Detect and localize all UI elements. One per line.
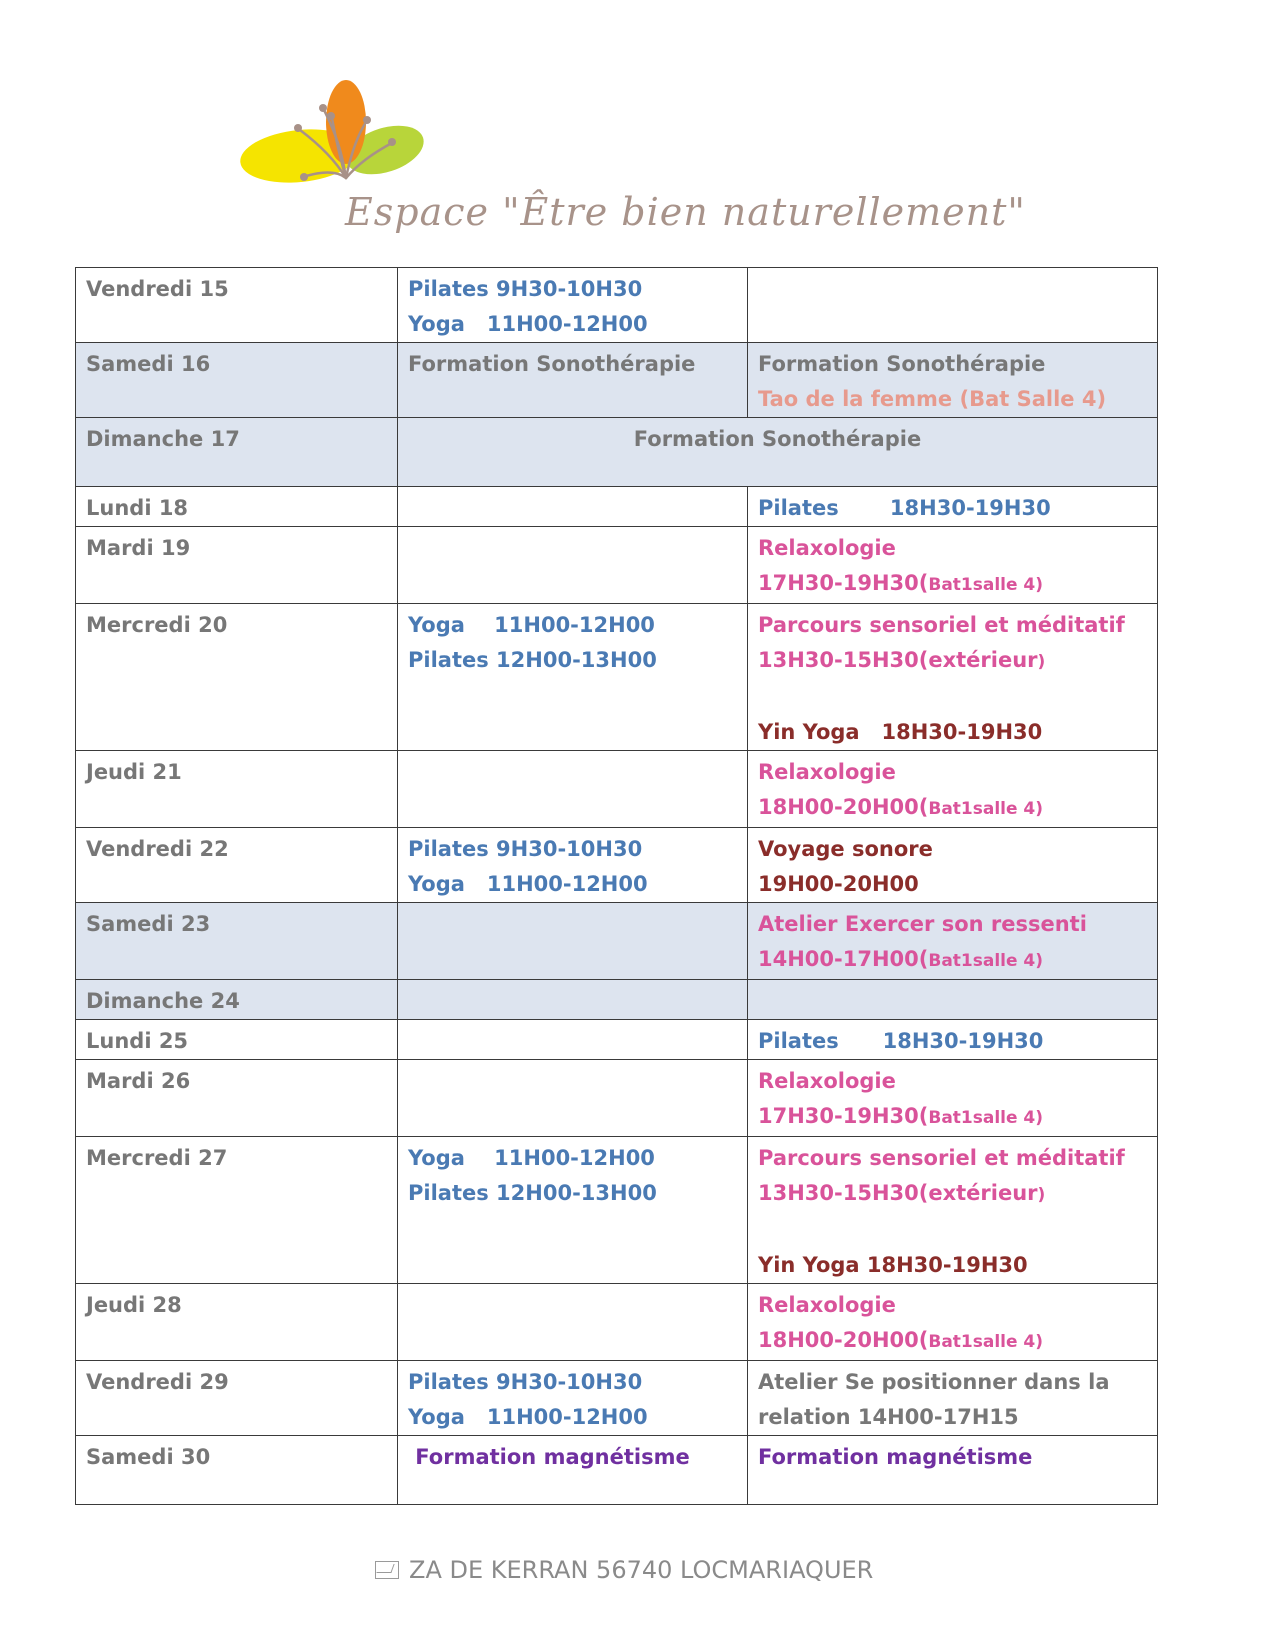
morning-activity-cell — [398, 1060, 748, 1137]
day-label: Mercredi 27 — [86, 1146, 228, 1170]
activity-location: Bat1salle 4) — [928, 575, 1044, 595]
activity-text: Yin Yoga 18H30-19H30 — [758, 720, 1043, 744]
activity-text: Yin Yoga 18H30-19H30 — [758, 1253, 1028, 1277]
activity-text: Voyage sonore — [758, 837, 933, 861]
activity-text: Formation Sonothérapie — [758, 352, 1046, 376]
merged-activity-cell — [398, 418, 1158, 487]
morning-activity-cell — [398, 1137, 748, 1284]
activity-location: Bat1salle 4) — [928, 1108, 1044, 1128]
activity-line — [408, 347, 737, 382]
activity-text: 13H30-15H30(extérieur — [758, 648, 1038, 672]
activity-line — [758, 832, 1147, 867]
activity-text: 19H00-20H00 — [758, 872, 919, 896]
afternoon-activity-cell — [748, 343, 1158, 418]
activity-text: Parcours sensoriel et méditatif — [758, 1146, 1125, 1170]
day-cell — [76, 903, 398, 980]
activity-text: Atelier Exercer son ressenti — [758, 912, 1087, 936]
activity-line — [408, 1176, 737, 1211]
table-row — [76, 1020, 1158, 1060]
morning-activity-cell — [398, 1361, 748, 1436]
day-cell — [76, 828, 398, 903]
activity-line — [758, 1365, 1147, 1400]
day-label: Dimanche 17 — [86, 427, 240, 451]
activity-text: Yoga 11H00-12H00 — [408, 312, 648, 336]
table-row — [76, 1436, 1158, 1505]
activity-text: Formation Sonothérapie — [408, 352, 696, 376]
morning-activity-cell — [398, 751, 748, 828]
activity-text: 17H30-19H30( — [758, 1104, 929, 1128]
table-row — [76, 604, 1158, 751]
activity-text: Yoga 11H00-12H00 — [408, 613, 655, 637]
activity-location: Bat1salle 4) — [928, 799, 1044, 819]
activity-line — [758, 790, 1147, 827]
activity-line — [758, 1099, 1147, 1136]
morning-activity-cell — [398, 1284, 748, 1361]
day-cell — [76, 1436, 398, 1505]
activity-location: Bat1salle 4) — [928, 1332, 1044, 1352]
activity-line — [758, 643, 1147, 680]
activity-line — [758, 1024, 1147, 1059]
table-row — [76, 1361, 1158, 1436]
activity-text: Yoga 11H00-12H00 — [408, 872, 648, 896]
activity-text: Yoga 11H00-12H00 — [408, 1146, 655, 1170]
activity-line — [758, 382, 1147, 417]
afternoon-activity-cell — [748, 1137, 1158, 1284]
table-row — [76, 1137, 1158, 1284]
activity-line — [758, 1288, 1147, 1323]
activity-line — [758, 907, 1147, 942]
afternoon-activity-cell — [748, 1361, 1158, 1436]
activity-text: 14H00-17H00( — [758, 947, 929, 971]
day-cell — [76, 751, 398, 828]
day-cell — [76, 268, 398, 343]
activity-line — [758, 347, 1147, 382]
activity-line — [408, 832, 737, 867]
activity-line — [758, 680, 1147, 715]
day-cell — [76, 1060, 398, 1137]
day-cell — [76, 418, 398, 487]
activity-line — [758, 1323, 1147, 1360]
activity-location: Bat1salle 4) — [928, 951, 1044, 971]
activity-text: 13H30-15H30(extérieur — [758, 1181, 1038, 1205]
activity-location: ) — [1037, 1185, 1046, 1205]
day-label: Mercredi 20 — [86, 613, 228, 637]
activity-text: Pilates 12H00-13H00 — [408, 1181, 657, 1205]
day-label: Vendredi 15 — [86, 277, 229, 301]
activity-text: Pilates 18H30-19H30 — [758, 1029, 1044, 1053]
day-cell — [76, 527, 398, 604]
activity-line — [758, 1064, 1147, 1099]
activity-line — [408, 608, 737, 643]
envelope-icon — [375, 1561, 399, 1579]
day-label: Vendredi 22 — [86, 837, 229, 861]
activity-line — [408, 422, 1147, 457]
activity-text: Parcours sensoriel et méditatif — [758, 613, 1125, 637]
day-label: Samedi 23 — [86, 912, 211, 936]
day-cell — [76, 604, 398, 751]
activity-line — [758, 1440, 1147, 1475]
activity-text: Relaxologie — [758, 1069, 896, 1093]
flower-petals-logo — [240, 80, 440, 200]
morning-activity-cell — [398, 1436, 748, 1505]
day-label: Samedi 16 — [86, 352, 211, 376]
activity-line — [758, 608, 1147, 643]
morning-activity-cell — [398, 604, 748, 751]
table-row — [76, 751, 1158, 828]
table-row — [76, 268, 1158, 343]
activity-line — [408, 1141, 737, 1176]
activity-line — [408, 643, 737, 678]
afternoon-activity-cell — [748, 828, 1158, 903]
activity-line — [408, 272, 737, 307]
day-label: Samedi 30 — [86, 1445, 211, 1469]
activity-line — [408, 867, 737, 902]
day-label: Jeudi 21 — [86, 760, 182, 784]
address-text: ZA DE KERRAN 56740 LOCMARIAQUER — [409, 1556, 874, 1584]
day-cell — [76, 1284, 398, 1361]
activity-text: 18H00-20H00( — [758, 795, 929, 819]
table-row — [76, 980, 1158, 1020]
activity-line — [408, 1400, 737, 1435]
activity-line — [758, 1213, 1147, 1248]
table-row — [76, 418, 1158, 487]
afternoon-activity-cell — [748, 1060, 1158, 1137]
afternoon-activity-cell — [748, 604, 1158, 751]
activity-line — [758, 1248, 1147, 1283]
activity-text: Yoga 11H00-12H00 — [408, 1405, 648, 1429]
activity-line — [758, 566, 1147, 603]
day-cell — [76, 1020, 398, 1060]
activity-text: Relaxologie — [758, 760, 896, 784]
morning-activity-cell — [398, 1020, 748, 1060]
activity-text: Pilates 9H30-10H30 — [408, 837, 643, 861]
table-row — [76, 1284, 1158, 1361]
afternoon-activity-cell — [748, 903, 1158, 980]
footer-address — [375, 1556, 915, 1584]
schedule-table — [75, 267, 1158, 1505]
afternoon-activity-cell — [748, 1436, 1158, 1505]
day-cell — [76, 487, 398, 527]
table-row — [76, 828, 1158, 903]
activity-line — [758, 715, 1147, 750]
activity-text: Pilates 12H00-13H00 — [408, 648, 657, 672]
activity-line — [758, 942, 1147, 979]
day-label: Lundi 25 — [86, 1029, 189, 1053]
activity-line — [758, 531, 1147, 566]
day-cell — [76, 343, 398, 418]
morning-activity-cell — [398, 828, 748, 903]
afternoon-activity-cell — [748, 1284, 1158, 1361]
activity-text: 18H00-20H00( — [758, 1328, 929, 1352]
activity-text: Relaxologie — [758, 536, 896, 560]
activity-text: Formation magnétisme — [758, 1445, 1033, 1469]
morning-activity-cell — [398, 903, 748, 980]
activity-line — [408, 1440, 737, 1475]
activity-line — [408, 1365, 737, 1400]
activity-line — [758, 867, 1147, 902]
day-label: Lundi 18 — [86, 496, 189, 520]
activity-text: Tao de la femme (Bat Salle 4) — [758, 387, 1107, 411]
activity-text: Atelier Se positionner dans la — [758, 1370, 1110, 1394]
day-label: Dimanche 24 — [86, 989, 240, 1013]
day-cell — [76, 1361, 398, 1436]
activity-text: Pilates 9H30-10H30 — [408, 1370, 643, 1394]
afternoon-activity-cell — [748, 1020, 1158, 1060]
activity-text: Formation magnétisme — [408, 1445, 690, 1469]
activity-line — [758, 1176, 1147, 1213]
brand-title: Espace "Être bien naturellement" — [345, 190, 1026, 234]
activity-line — [758, 491, 1147, 526]
afternoon-activity-cell — [748, 268, 1158, 343]
afternoon-activity-cell — [748, 527, 1158, 604]
afternoon-activity-cell — [748, 751, 1158, 828]
table-row — [76, 343, 1158, 418]
afternoon-activity-cell — [748, 980, 1158, 1020]
afternoon-activity-cell — [748, 487, 1158, 527]
activity-line — [408, 307, 737, 342]
morning-activity-cell — [398, 268, 748, 343]
activity-text: Relaxologie — [758, 1293, 896, 1317]
day-label: Mardi 19 — [86, 536, 191, 560]
morning-activity-cell — [398, 980, 748, 1020]
activity-text: Formation Sonothérapie — [633, 427, 922, 451]
table-row — [76, 903, 1158, 980]
day-label: Vendredi 29 — [86, 1370, 229, 1394]
morning-activity-cell — [398, 487, 748, 527]
activity-line — [758, 1141, 1147, 1176]
day-cell — [76, 980, 398, 1020]
table-row — [76, 527, 1158, 604]
activity-location: ) — [1037, 652, 1046, 672]
table-row — [76, 487, 1158, 527]
activity-text: relation 14H00-17H15 — [758, 1405, 1019, 1429]
activity-text: Pilates 9H30-10H30 — [408, 277, 643, 301]
day-cell — [76, 1137, 398, 1284]
table-row — [76, 1060, 1158, 1137]
activity-line — [758, 755, 1147, 790]
activity-line — [758, 1400, 1147, 1435]
day-label: Jeudi 28 — [86, 1293, 182, 1317]
morning-activity-cell — [398, 527, 748, 604]
morning-activity-cell — [398, 343, 748, 418]
day-label: Mardi 26 — [86, 1069, 191, 1093]
activity-text: 17H30-19H30( — [758, 571, 929, 595]
activity-text: Pilates 18H30-19H30 — [758, 496, 1051, 520]
